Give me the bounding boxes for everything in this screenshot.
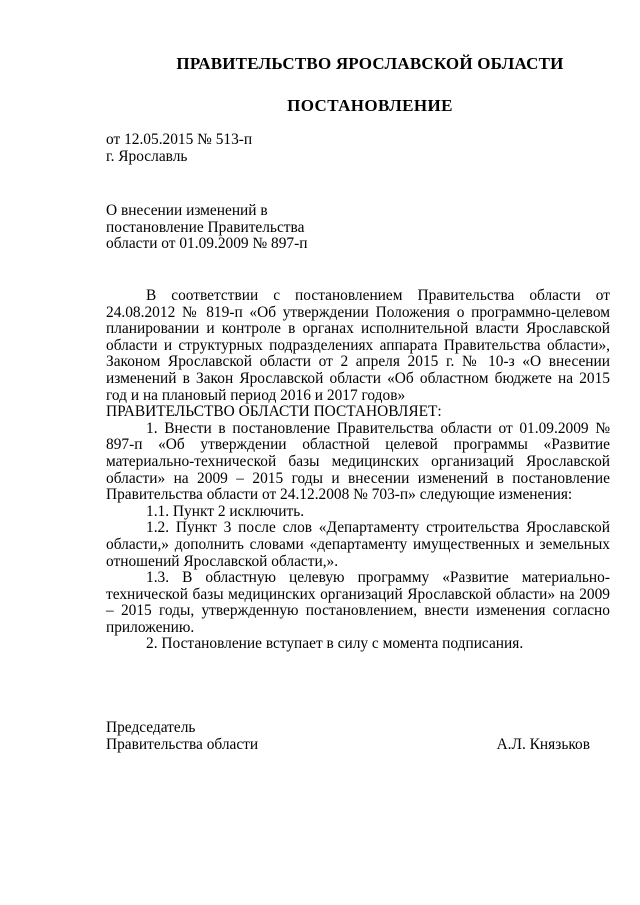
item-1-2-paragraph: 1.2. Пункт 3 после слов «Департаменту строительства Ярославской области,» дополнить словами «департаменту имущественных и земельных отношений Ярославской области,». <box>106 519 610 570</box>
document-meta <box>106 132 252 165</box>
resolves-heading: ПРАВИТЕЛЬСТВО ОБЛАСТИ ПОСТАНОВЛЯЕТ: <box>106 403 442 421</box>
preamble-paragraph: В соответствии с постановлением Правительства области от 24.08.2012 № 819-п «Об утверждении Положения о программно-целевом планировании и контроле в органах исполнительной власти Ярославской области и структурных подразделениях аппарата Правительства области», Законом Ярославской области от 2 апреля 2015 г. № 10-з «О внесении изменений в Закон Ярославской области «Об областном бюджете на 2015 год и на плановый период 2016 и 2017 годов» <box>106 287 610 404</box>
item-1-1-paragraph: 1.1. Пункт 2 исключить. <box>146 502 305 520</box>
subject-line-3: области от 01.09.2009 № 897-п <box>106 235 308 253</box>
date-number: от 12.05.2015 № 513-п <box>106 131 253 148</box>
item-2-paragraph: 2. Постановление вступает в силу с момента подписания. <box>146 635 524 653</box>
organization-title: ПРАВИТЕЛЬСТВО ЯРОСЛАВСКОЙ ОБЛАСТИ <box>176 54 564 73</box>
document-body <box>106 288 610 653</box>
signature-line <box>106 737 610 754</box>
city: г. Ярославль <box>106 147 188 165</box>
signatory-position-line-2: Правительства области <box>106 735 259 753</box>
signature-block <box>106 720 610 753</box>
signatory-position-line-1: Председатель <box>106 719 196 736</box>
item-1-3-paragraph: 1.3. В областную целевую программу «Развитие материально-технической базы медицинских организаций Ярославской области» на 2009 – 2015 годы, утвержденную постановлением, внести изменения согласно приложению. <box>106 569 610 636</box>
document-type-title: ПОСТАНОВЛЕНИЕ <box>287 96 453 115</box>
document-subject <box>106 203 307 253</box>
item-1-paragraph: 1. Внести в постановление Правительства области от 01.09.2009 № 897-п «Об утверждении областной целевой программы «Развитие материально-технической базы медицинских организаций Ярославской области» на 2009 – 2015 годы и внесении изменений в постановление Правительства области от 24.12.2008 № 703-п» следующие изменения: <box>106 419 610 504</box>
subject-line-2: постановление Правительства <box>106 218 305 236</box>
subject-line-1: О внесении изменений в <box>106 202 268 219</box>
signatory-name: А.Л. Князьков <box>496 735 590 753</box>
